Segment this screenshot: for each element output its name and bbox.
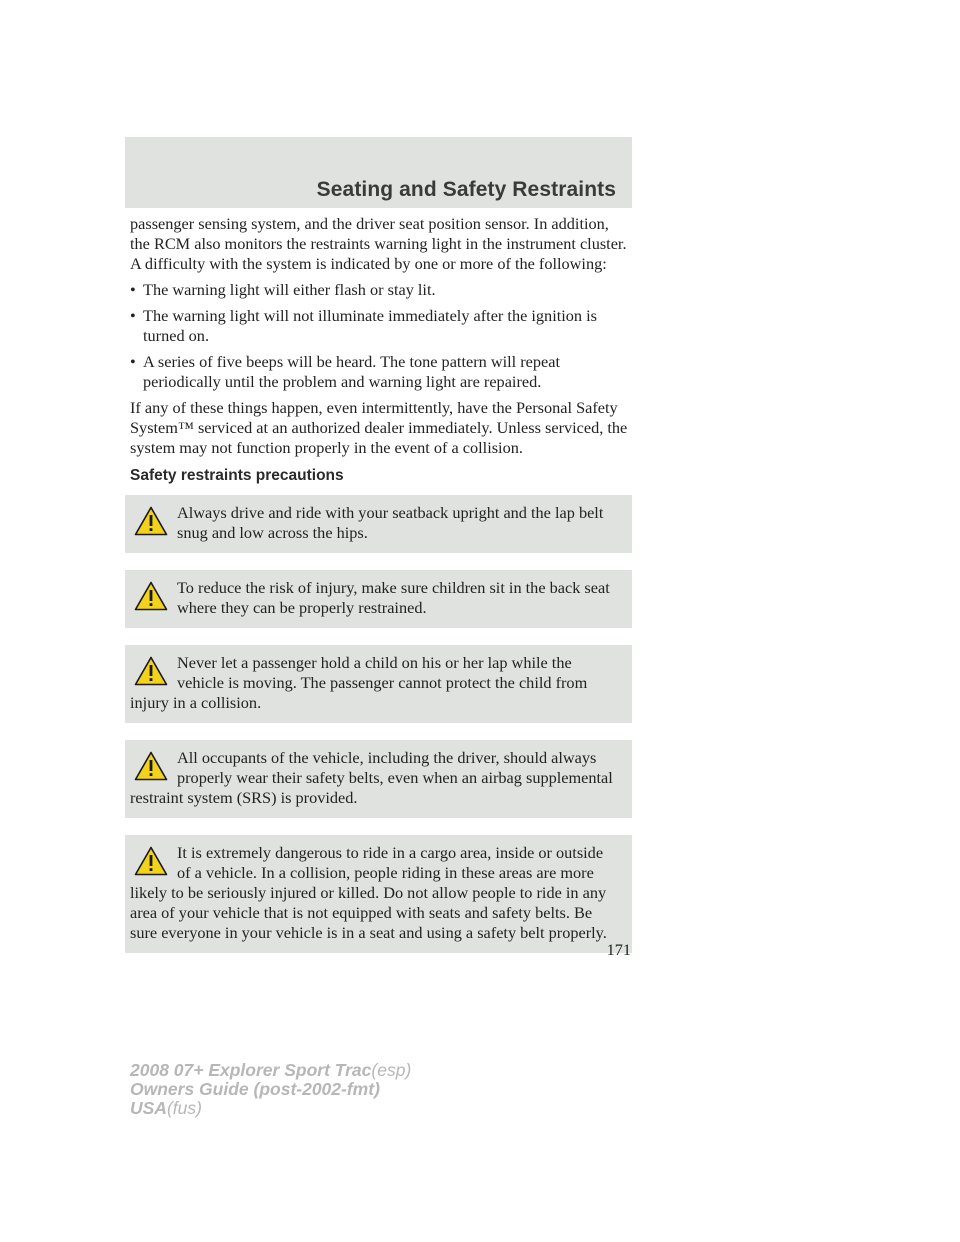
footer-line-2 bbox=[130, 1080, 411, 1099]
footer bbox=[130, 1061, 411, 1118]
footer-guide: Owners Guide (post-2002-fmt) bbox=[130, 1079, 380, 1099]
warning-triangle-icon bbox=[134, 751, 168, 781]
warning-box bbox=[125, 570, 632, 628]
warning-box bbox=[125, 645, 632, 723]
list-item bbox=[130, 280, 632, 300]
followup-paragraph: If any of these things happen, even intermittently, have the Personal Safety System™ serviced at an authorized dealer immediately. Unless serviced, the system may not function properly in the event of a collision. bbox=[130, 398, 628, 457]
warning-text: Never let a passenger hold a child on his or her lap while the vehicle is moving. The passenger cannot protect the child from injury in a collision. bbox=[130, 653, 588, 712]
footer-line-3 bbox=[130, 1099, 411, 1118]
intro-paragraph: passenger sensing system, and the driver seat position sensor. In addition, the RCM also monitors the restraints warning light in the instrument cluster. A difficulty with the system is indicated by one or more of the following: bbox=[130, 214, 627, 273]
bullet-list bbox=[130, 280, 632, 392]
warning-triangle-icon bbox=[134, 506, 168, 536]
bullet-mark: • bbox=[130, 352, 136, 371]
warning-text: It is extremely dangerous to ride in a cargo area, inside or outside of a vehicle. In a collision, people riding in these areas are more likely to be seriously injured or killed. Do not allow people to ride in any area of your vehicle that is not equipped with seats and safety belts. Be sure everyone in your vehicle is in a seat and using a safety belt properly. bbox=[130, 843, 607, 942]
bullet-text: The warning light will either flash or stay lit. bbox=[143, 280, 436, 299]
footer-market-code: (fus) bbox=[166, 1098, 202, 1118]
warning-box bbox=[125, 740, 632, 818]
footer-market: USA bbox=[130, 1098, 167, 1118]
list-item bbox=[130, 306, 632, 346]
warning-box bbox=[125, 835, 632, 953]
bullet-text: A series of five beeps will be heard. The tone pattern will repeat periodically until the problem and warning light are repaired. bbox=[143, 352, 560, 391]
bullet-mark: • bbox=[130, 306, 136, 325]
warning-triangle-icon bbox=[134, 581, 168, 611]
footer-line-1 bbox=[130, 1061, 411, 1080]
main-content bbox=[130, 214, 632, 970]
list-item bbox=[130, 352, 632, 392]
footer-model-code: (esp) bbox=[371, 1060, 412, 1080]
header-band bbox=[125, 137, 632, 208]
bullet-mark: • bbox=[130, 280, 136, 299]
page-number: 171 bbox=[606, 940, 631, 959]
footer-model: 2008 07+ Explorer Sport Trac bbox=[130, 1060, 372, 1080]
page-title: Seating and Safety Restraints bbox=[316, 178, 616, 201]
warning-text: All occupants of the vehicle, including the driver, should always properly wear their safety belts, even when an airbag supplemental restraint system (SRS) is provided. bbox=[130, 748, 613, 807]
warning-text: To reduce the risk of injury, make sure children sit in the back seat where they can be properly restrained. bbox=[177, 578, 610, 617]
warning-triangle-icon bbox=[134, 846, 168, 876]
warning-triangle-icon bbox=[134, 656, 168, 686]
section-heading: Safety restraints precautions bbox=[130, 467, 344, 484]
warning-box bbox=[125, 495, 632, 553]
bullet-text: The warning light will not illuminate immediately after the ignition is turned on. bbox=[143, 306, 597, 345]
warning-text: Always drive and ride with your seatback upright and the lap belt snug and low across the hips. bbox=[177, 503, 604, 542]
